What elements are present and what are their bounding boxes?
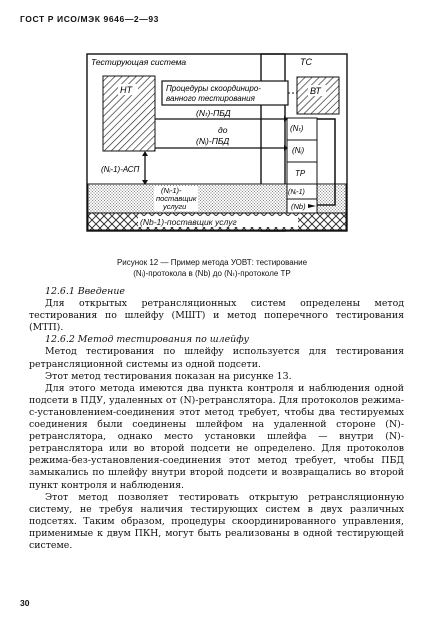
- paragraph-method-details: Для этого метода имеются два пункта контроля и наблюдения одной подсети в ПДУ, удаленных от (N)-ретранслятора. Для протоколов режима-с-установлением-соединения этот метод требует, чтобы два тестируемых соединения были соединены шлейфом на удаленной стороне (N)-ретранслятора, однако место установки шлейфа — внутри (N)-ретранслятора или во второй подсети не определено. Для протоколов режима-без-установления-соединения этот метод требует, чтобы ПБД замыкались по шлейфу внутри второй подсети и возвращались во второй пункт контроля и наблюдения.: [29, 382, 404, 491]
- page-number: 30: [20, 598, 30, 608]
- nb-supplier-label: (Nb-1)-поставщик услуг: [140, 217, 237, 227]
- ts-title: ТС: [300, 57, 312, 67]
- ni-minus-label-line1: (Nᵢ-1)-: [161, 186, 182, 195]
- paragraph-loopback-usage: Метод тестирования по шлейфу используется для тестирования ретрансляционной системы из одной подсети.: [29, 346, 404, 370]
- do-label: до: [218, 125, 228, 135]
- r-ni-label: (Nᵢ): [292, 146, 305, 155]
- r-tr-label: ТР: [295, 169, 306, 178]
- figure-12-diagram: [0, 0, 424, 255]
- nt-label: НТ: [120, 85, 132, 95]
- ni-pdu-label: (Nᵢ)-ПБД: [196, 136, 230, 146]
- r-nb-label: (Nb): [291, 202, 306, 211]
- section-heading-introduction: 12.6.1 Введение: [45, 286, 125, 297]
- section-heading-loopback: 12.6.2 Метод тестирования по шлейфу: [45, 334, 249, 346]
- paragraph-figure-ref: Этот метод тестирования показан на рисунке 13.: [45, 370, 292, 382]
- body-text: [29, 286, 404, 552]
- caption-line2: (Nᵢ)-протокола в (Nb) до (Nₜ)-протоколе ТР: [133, 269, 291, 279]
- r-nt-label: (Nₜ): [290, 124, 304, 133]
- asp-label: (Nᵢ-1)-АСП: [101, 165, 140, 174]
- figure-caption: [40, 257, 384, 279]
- ni-minus-label-line3: услуги: [163, 202, 187, 211]
- paragraph-method-benefit: Этот метод позволяет тестировать открытую ретрансляционную систему, не требуя наличия тестирующих систем в двух различных подсетях. Таким образом, процедуры скоординированного управления, применимые к двум ПКН, могут быть реализованы в одной тестирующей системе.: [29, 491, 404, 551]
- vt-label: ВТ: [310, 86, 321, 96]
- nplus-pdu-label: (Nₜ)-ПБД: [196, 108, 231, 118]
- procedures-line1: Процедуры скоординиро-: [166, 84, 261, 93]
- r-nim1-label: (Nᵢ-1): [288, 189, 305, 196]
- page-header: ГОСТ Р ИСО/МЭК 9646—2—93: [20, 14, 160, 24]
- testing-system-title: Тестирующая система: [91, 57, 187, 67]
- procedures-line2: ванного тестирования: [166, 94, 255, 103]
- paragraph-intro: Для открытых ретрансляционных систем определены метод тестирования по шлейфу (МШТ) и метод поперечного тестирования (МТП).: [29, 298, 404, 334]
- ni-minus-label-line2: поставщик: [156, 194, 197, 203]
- caption-line1: Рисунок 12 — Пример метода УОВТ: тестирование: [116, 258, 308, 267]
